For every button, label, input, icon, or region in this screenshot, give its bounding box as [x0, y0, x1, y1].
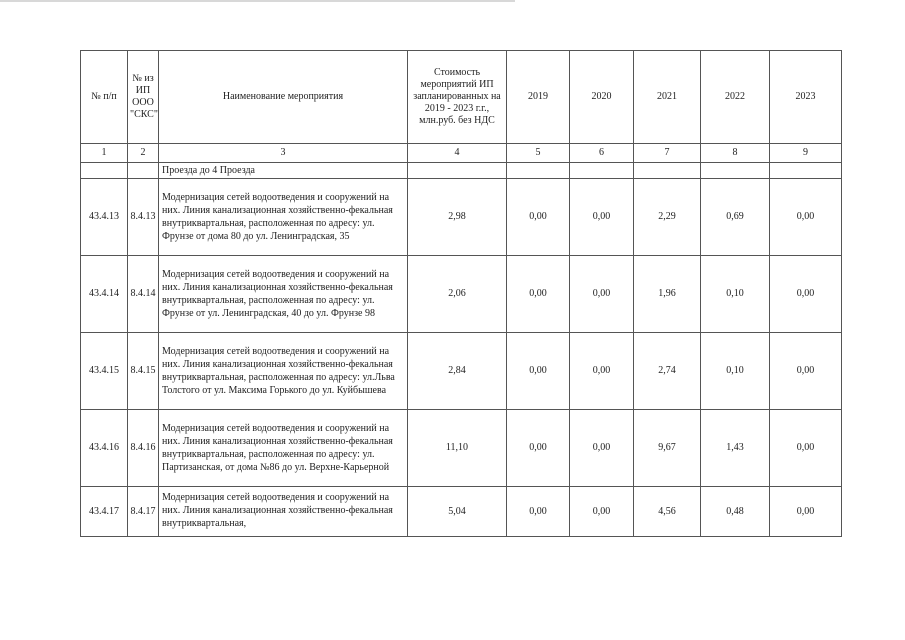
continuation-row — [81, 163, 842, 179]
value-2021: 2,74 — [634, 333, 701, 410]
value-2019: 0,00 — [507, 410, 570, 487]
measure-name: Модернизация сетей водоотведения и сооружений на них. Линия канализационная хозяйственно-фекальная внутриквартальная, расположенная по адресу: ул.Льва Толстого от ул. Максима Горького до ул. Куйбышева — [159, 333, 408, 410]
value-2020: 0,00 — [570, 333, 634, 410]
empty-cell — [81, 163, 128, 179]
value-2019: 0,00 — [507, 256, 570, 333]
table-row — [81, 410, 842, 487]
header-year-2022: 2022 — [701, 51, 770, 144]
ip-number: 8.4.15 — [128, 333, 159, 410]
row-number: 43.4.17 — [81, 487, 128, 537]
value-2023: 0,00 — [770, 410, 842, 487]
empty-cell — [701, 163, 770, 179]
column-number: 4 — [408, 144, 507, 163]
table-row — [81, 333, 842, 410]
header-row — [81, 51, 842, 144]
value-2022: 1,43 — [701, 410, 770, 487]
column-number-row — [81, 144, 842, 163]
header-measure-name: Наименование мероприятия — [159, 51, 408, 144]
value-2020: 0,00 — [570, 256, 634, 333]
investment-program-table — [80, 50, 842, 537]
table-row — [81, 179, 842, 256]
column-number: 9 — [770, 144, 842, 163]
value-2022: 0,48 — [701, 487, 770, 537]
value-2019: 0,00 — [507, 487, 570, 537]
header-year-2021: 2021 — [634, 51, 701, 144]
row-number: 43.4.14 — [81, 256, 128, 333]
column-number: 2 — [128, 144, 159, 163]
column-number: 5 — [507, 144, 570, 163]
header-row-number: № п/п — [81, 51, 128, 144]
column-number: 3 — [159, 144, 408, 163]
empty-cell — [570, 163, 634, 179]
value-2021: 1,96 — [634, 256, 701, 333]
cost-value: 2,06 — [408, 256, 507, 333]
table-row — [81, 487, 842, 537]
empty-cell — [128, 163, 159, 179]
column-number: 6 — [570, 144, 634, 163]
continuation-text: Проезда до 4 Проезда — [159, 163, 408, 179]
header-year-2019: 2019 — [507, 51, 570, 144]
empty-cell — [634, 163, 701, 179]
measure-name: Модернизация сетей водоотведения и сооружений на них. Линия канализационная хозяйственно-фекальная внутриквартальная, расположенная по адресу: ул. Партизанская, от дома №86 до ул. Верхне-Карьерной — [159, 410, 408, 487]
value-2023: 0,00 — [770, 256, 842, 333]
measure-name: Модернизация сетей водоотведения и сооружений на них. Линия канализационная хозяйственно-фекальная внутриквартальная, расположенная по адресу: ул. Фрунзе от ул. Ленинградская, 40 до ул. Фрунзе 98 — [159, 256, 408, 333]
table-row — [81, 256, 842, 333]
cost-value: 2,98 — [408, 179, 507, 256]
value-2023: 0,00 — [770, 487, 842, 537]
cost-value: 2,84 — [408, 333, 507, 410]
value-2020: 0,00 — [570, 179, 634, 256]
column-number: 7 — [634, 144, 701, 163]
row-number: 43.4.13 — [81, 179, 128, 256]
value-2021: 2,29 — [634, 179, 701, 256]
cost-value: 11,10 — [408, 410, 507, 487]
measure-name: Модернизация сетей водоотведения и сооружений на них. Линия канализационная хозяйственно-фекальная внутриквартальная, расположенная по адресу: ул. Фрунзе от дома 80 до ул. Ленинградская, 35 — [159, 179, 408, 256]
value-2021: 9,67 — [634, 410, 701, 487]
header-cost: Стоимость мероприятий ИП запланированных на 2019 - 2023 г.г., млн.руб. без НДС — [408, 51, 507, 144]
value-2023: 0,00 — [770, 333, 842, 410]
header-ip-number: № из ИП ООО "СКС" — [128, 51, 159, 144]
ip-number: 8.4.17 — [128, 487, 159, 537]
header-year-2020: 2020 — [570, 51, 634, 144]
empty-cell — [408, 163, 507, 179]
column-number: 8 — [701, 144, 770, 163]
value-2020: 0,00 — [570, 410, 634, 487]
cost-value: 5,04 — [408, 487, 507, 537]
value-2023: 0,00 — [770, 179, 842, 256]
row-number: 43.4.16 — [81, 410, 128, 487]
value-2019: 0,00 — [507, 179, 570, 256]
scan-edge-mark — [0, 0, 515, 2]
ip-number: 8.4.13 — [128, 179, 159, 256]
row-number: 43.4.15 — [81, 333, 128, 410]
ip-number: 8.4.14 — [128, 256, 159, 333]
value-2021: 4,56 — [634, 487, 701, 537]
empty-cell — [507, 163, 570, 179]
value-2022: 0,69 — [701, 179, 770, 256]
ip-number: 8.4.16 — [128, 410, 159, 487]
value-2019: 0,00 — [507, 333, 570, 410]
measure-name: Модернизация сетей водоотведения и сооружений на них. Линия канализационная хозяйственно-фекальная внутриквартальная, — [159, 487, 408, 537]
value-2022: 0,10 — [701, 256, 770, 333]
column-number: 1 — [81, 144, 128, 163]
header-year-2023: 2023 — [770, 51, 842, 144]
empty-cell — [770, 163, 842, 179]
value-2020: 0,00 — [570, 487, 634, 537]
value-2022: 0,10 — [701, 333, 770, 410]
